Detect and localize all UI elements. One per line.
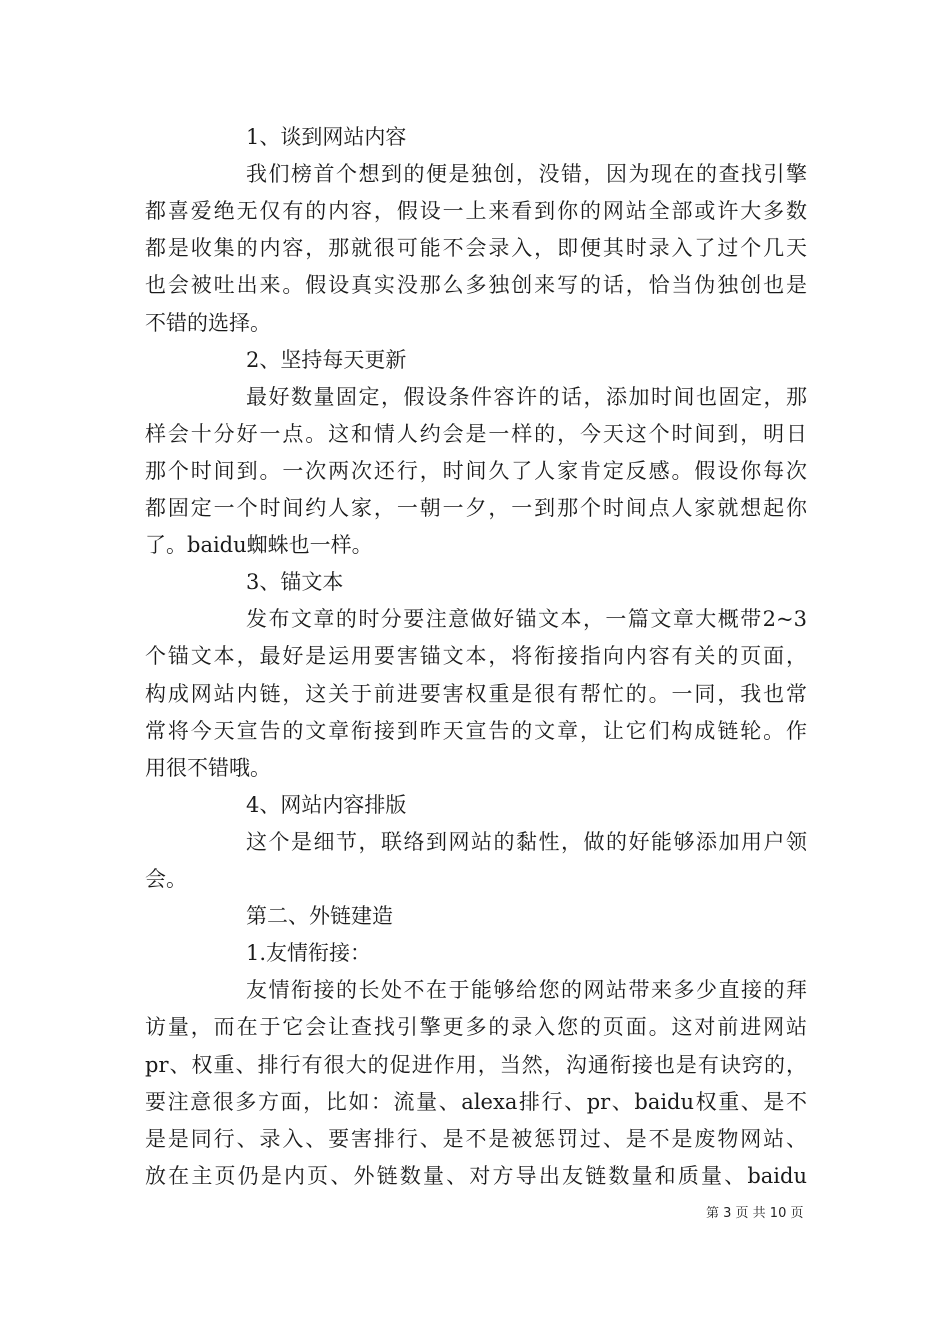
paragraph-first-line: 我们榜首个想到的便是独创，没错，因为现在的查找引擎 [246,162,807,187]
paragraph-first-line: 最好数量固定，假设条件容许的话，添加时间也固定，那 [246,384,807,409]
paragraph-line: 构成网站内链，这关于前进要害权重是很有帮忙的。一同，我也常 [145,681,807,706]
paragraph-first-line: 发布文章的时分要注意做好锚文本，一篇文章大概带2~3 [246,607,807,632]
paragraph-line: 要注意很多方面，比如：流量、alexa排行、pr、baidu权重、是不 [145,1089,807,1114]
paragraph-first-line: 1.友情衔接： [246,941,372,966]
paragraph-first-line: 友情衔接的长处不在于能够给您的网站带来多少直接的拜 [246,978,807,1003]
paragraph-first-line: 第二、外链建造 [246,904,393,929]
paragraph-line: 了。baidu蜘蛛也一样。 [145,533,373,558]
page-number-footer: 第 3 页 共 10 页 [706,1206,804,1221]
paragraph-line: 常将今天宣告的文章衔接到昨天宣告的文章，让它们构成链轮。作 [145,718,807,743]
paragraph-first-line: 1、谈到网站内容 [246,125,407,149]
paragraph-line: pr、权重、排行有很大的促进作用，当然，沟通衔接也是有诀窍的， [145,1052,807,1077]
paragraph-line: 也会被吐出来。假设真实没那么多独创来写的话，恰当伪独创也是 [145,273,807,298]
paragraph-line: 是是同行、录入、要害排行、是不是被惩罚过、是不是废物网站、 [145,1126,807,1151]
paragraph-first-line: 4、网站内容排版 [246,792,407,817]
paragraph-line: 不错的选择。 [145,310,271,335]
paragraph-first-line: 2、坚持每天更新 [246,347,407,372]
paragraph-line: 都喜爱绝无仅有的内容，假设一上来看到你的网站全部或许大多数 [145,199,807,224]
paragraph-line: 个锚文本，最好是运用要害锚文本，将衔接指向内容有关的页面， [145,644,807,669]
paragraph-line: 会。 [145,867,187,891]
paragraph-first-line: 这个是细节，联络到网站的黏性，做的好能够添加用户领 [246,829,807,854]
paragraph-line: 访量，而在于它会让查找引擎更多的录入您的页面。这对前进网站 [145,1015,807,1040]
paragraph-line: 都固定一个时间约人家，一朝一夕，一到那个时间点人家就想起你 [145,496,807,520]
paragraph-line: 样会十分好一点。这和情人约会是一样的，今天这个时间到，明日 [145,421,807,446]
paragraph-line: 用很不错哦。 [145,755,271,780]
paragraph-line: 都是收集的内容，那就很可能不会录入，即便其时录入了过个几天 [145,236,807,261]
paragraph-first-line: 3、锚文本 [246,570,344,595]
paragraph-line: 那个时间到。一次两次还行，时间久了人家肯定反感。假设你每次 [145,458,807,483]
paragraph-line: 放在主页仍是内页、外链数量、对方导出友链数量和质量、baidu [145,1163,807,1188]
